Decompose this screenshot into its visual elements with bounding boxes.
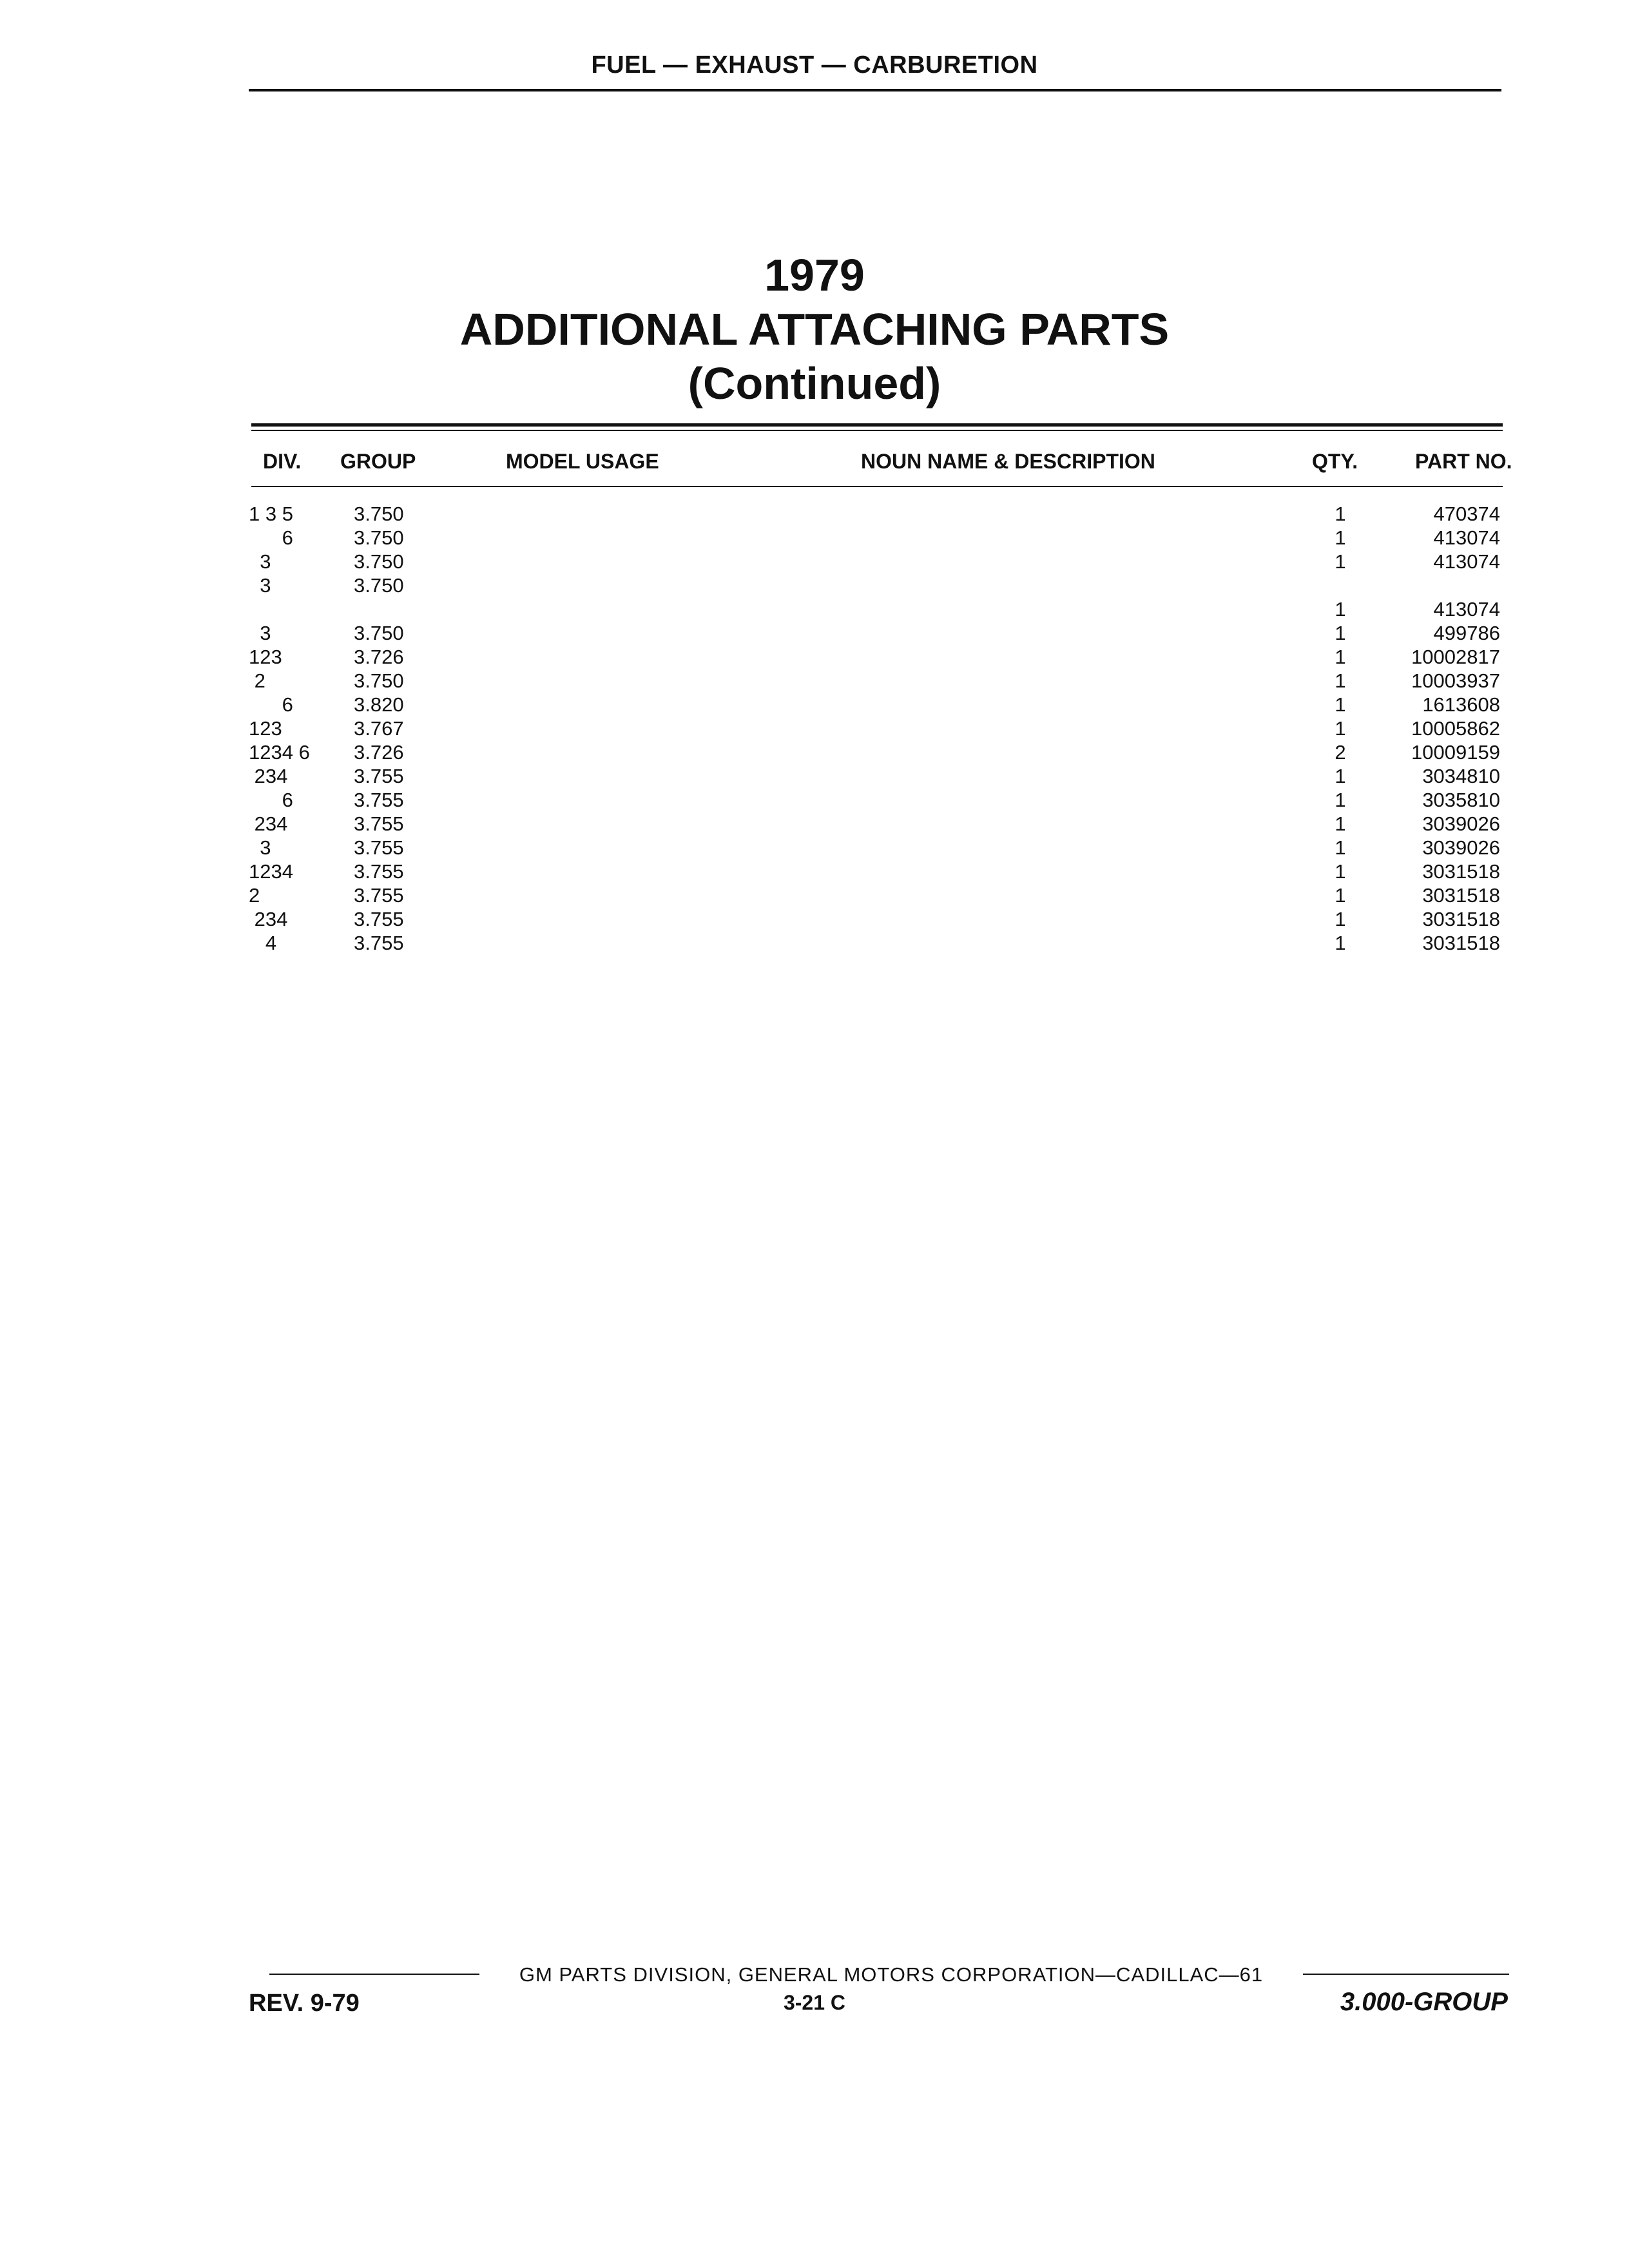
group-cell: 3.820 [354,693,404,716]
qty-cell: 1 [1335,646,1346,668]
table-row [0,741,1629,765]
table-row [0,717,1629,741]
section-header: FUEL — EXHAUST — CARBURETION [591,52,1038,79]
qty-cell: 1 [1335,812,1346,835]
table-row [0,836,1629,860]
table-row [0,598,1629,622]
qty-cell: 1 [1335,789,1346,811]
qty-cell: 1 [1335,836,1346,859]
div-cell: 2 [249,884,260,907]
part-number-cell: 3039026 [1422,836,1500,859]
table-row [0,669,1629,693]
group-cell: 3.750 [354,574,404,597]
header-bottom-rule [251,486,1503,487]
table-top-rule [251,423,1503,427]
div-cell: 3 [249,574,271,597]
part-number-cell: 413074 [1433,550,1500,573]
table-row [0,622,1629,646]
qty-cell: 1 [1335,932,1346,954]
title-block [0,248,1629,410]
qty-cell: 1 [1335,765,1346,787]
div-cell: 6 [249,789,293,811]
group-cell: 3.755 [354,884,404,907]
part-number-cell: 10002817 [1411,646,1500,668]
group-cell: 3.750 [354,526,404,549]
div-cell: 234 [249,908,288,930]
div-cell: 3 [249,836,271,859]
qty-cell: 1 [1335,598,1346,620]
group-cell: 3.726 [354,741,404,764]
div-cell: 234 [249,765,288,787]
part-number-cell: 3031518 [1422,860,1500,883]
part-number-cell: 3031518 [1422,908,1500,930]
header-rule [249,89,1501,91]
div-cell: 123 [249,717,282,740]
footer-rule-left [269,1974,479,1975]
div-cell: 123 [249,646,282,668]
div-cell: 1234 6 [249,741,310,764]
table-row [0,812,1629,836]
group-cell: 3.750 [354,550,404,573]
qty-cell: 1 [1335,860,1346,883]
column-header-qty: QTY. [1312,450,1358,473]
group-cell: 3.750 [354,669,404,692]
table-row [0,908,1629,932]
part-number-cell: 3035810 [1422,789,1500,811]
qty-cell: 1 [1335,884,1346,907]
qty-cell: 2 [1335,741,1346,764]
publisher-line: GM PARTS DIVISION, GENERAL MOTORS CORPORATION—CADILLAC—61 [519,1963,1264,1986]
div-cell: 3 [249,550,271,573]
column-header-group: GROUP [340,450,416,473]
table-row [0,526,1629,550]
part-number-cell: 3031518 [1422,884,1500,907]
group-cell: 3.755 [354,812,404,835]
group-cell: 3.750 [354,622,404,644]
table-top-rule-thin [251,430,1503,431]
part-number-cell: 3034810 [1422,765,1500,787]
title-main: ADDITIONAL ATTACHING PARTS [459,304,1170,354]
part-number-cell: 413074 [1433,598,1500,620]
div-cell: 4 [249,932,277,954]
qty-cell: 1 [1335,622,1346,644]
part-number-cell: 10009159 [1411,741,1500,764]
qty-cell: 1 [1335,908,1346,930]
table-row [0,932,1629,956]
div-cell: 1234 [249,860,293,883]
part-number-cell: 413074 [1433,526,1500,549]
table-row [0,646,1629,669]
div-cell: 3 [249,622,271,644]
group-cell: 3.767 [354,717,404,740]
column-header-div: DIV. [263,450,302,473]
div-cell: 1 3 5 [249,503,293,525]
title-year: 1979 [764,250,865,300]
group-cell: 3.755 [354,789,404,811]
table-row [0,574,1629,598]
table-row [0,765,1629,789]
part-number-cell: 499786 [1433,622,1500,644]
div-cell: 234 [249,812,288,835]
group-cell: 3.755 [354,860,404,883]
table-row [0,693,1629,717]
group-cell: 3.750 [354,503,404,525]
column-header-part-no: PART NO. [1415,450,1512,473]
group-cell: 3.726 [354,646,404,668]
footer-rule-right [1303,1974,1509,1975]
page-number: 3-21 C [783,1991,846,2014]
group-label: 3.000-GROUP [1340,1988,1508,2016]
part-number-cell: 470374 [1433,503,1500,525]
qty-cell: 1 [1335,717,1346,740]
group-cell: 3.755 [354,932,404,954]
part-number-cell: 1613608 [1422,693,1500,716]
qty-cell: 1 [1335,550,1346,573]
qty-cell: 1 [1335,669,1346,692]
part-number-cell: 10005862 [1411,717,1500,740]
column-header-noun-name: NOUN NAME & DESCRIPTION [861,450,1155,473]
div-cell: 6 [249,693,293,716]
table-row [0,884,1629,908]
part-number-cell: 10003937 [1411,669,1500,692]
div-cell: 2 [249,669,265,692]
title-continued: (Continued) [688,358,941,408]
div-cell: 6 [249,526,293,549]
qty-cell: 1 [1335,526,1346,549]
table-row [0,503,1629,526]
table-row [0,789,1629,812]
table-row [0,550,1629,574]
group-cell: 3.755 [354,836,404,859]
qty-cell: 1 [1335,503,1346,525]
part-number-cell: 3039026 [1422,812,1500,835]
column-header-model-usage: MODEL USAGE [506,450,659,473]
revision-label: REV. 9-79 [249,1990,360,2017]
group-cell: 3.755 [354,765,404,787]
qty-cell: 1 [1335,693,1346,716]
part-number-cell: 3031518 [1422,932,1500,954]
group-cell: 3.755 [354,908,404,930]
table-row [0,860,1629,884]
